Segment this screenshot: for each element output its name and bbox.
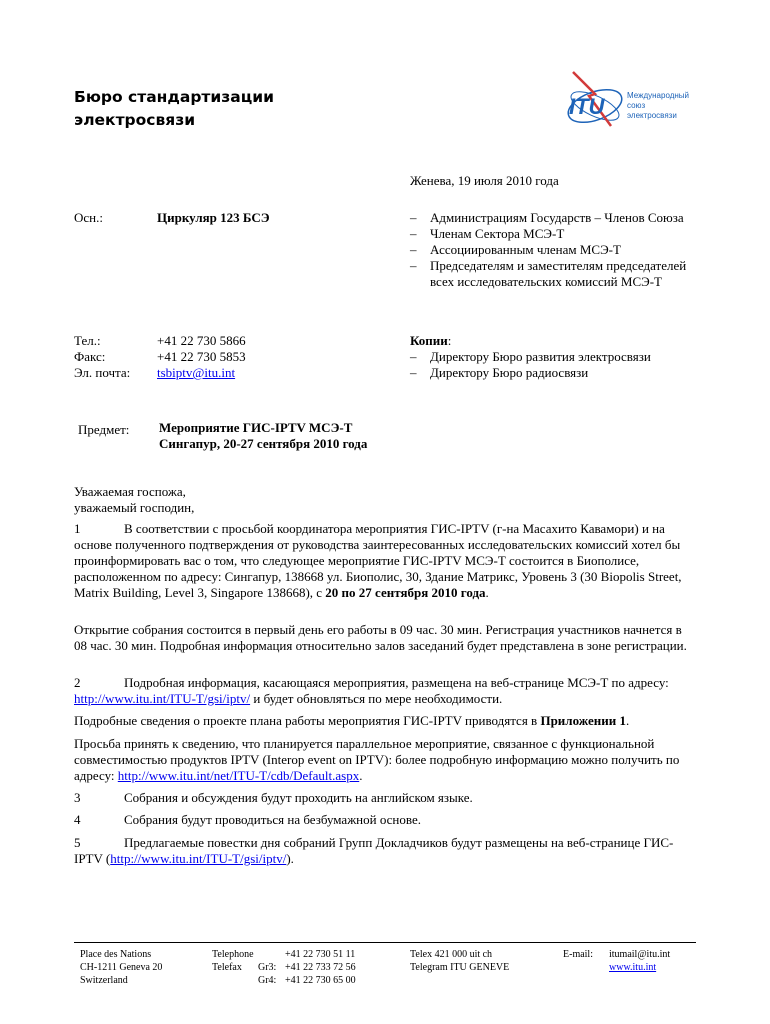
- fax-gr3-label: Gr3:: [258, 962, 277, 973]
- paragraph-1: [74, 521, 694, 601]
- paragraph-number: 3: [74, 790, 81, 805]
- annex-reference: Приложении 1: [540, 713, 627, 728]
- contact-block: [74, 333, 130, 381]
- footer-web-link[interactable]: www.itu.int: [609, 962, 657, 973]
- fax-gr4-value: +41 22 730 65 00: [285, 975, 356, 986]
- letter-date: Женева, 19 июля 2010 года: [410, 173, 559, 188]
- paragraph-3: [74, 790, 694, 806]
- recipient-item: – Председателям и заместителям председателей всех исследовательских комиссий МСЭ-Т: [410, 258, 690, 290]
- footer-divider: [74, 942, 696, 943]
- address-line: Switzerland: [80, 975, 128, 986]
- paragraph-1b: [74, 622, 694, 654]
- footer-email-value[interactable]: itumail@itu.int: [609, 949, 671, 960]
- logo-text: ITU: [569, 94, 605, 119]
- fax-value: +41 22 730 5853: [157, 349, 246, 364]
- copies-list: [410, 349, 700, 381]
- telephone-label: Telephone: [212, 949, 254, 960]
- recipients-list: [410, 210, 690, 290]
- paragraph-2c-text: Просьба принять к сведению, что планируется параллельное мероприятие, связанное с функциональной совместимостью продуктов IPTV (Interop event on IPTV): более подробную информацию можно получить по адресу:: [74, 736, 680, 783]
- phone-label: Тел.:: [74, 333, 101, 348]
- fax-gr4-label: Gr4:: [258, 975, 277, 986]
- interop-link[interactable]: http://www.itu.int/net/ITU-T/cdb/Default.aspx: [117, 768, 360, 783]
- paragraph-number: 2: [74, 675, 81, 690]
- paragraph-1-text: В соответствии с просьбой координатора мероприятия ГИС-IPTV (г-на Масахито Кавамори) и на основе полученного подтверждения от руководства заинтересованных исследовательских комиссий хотел бы проинформировать вас о том, что следующее мероприятие ГИС-IPTV МСЭ-Т состоится в Биополисе, расположенном по адресу: Сингапур, 138668 ул. Биополис, 30, Здание Матрикс, Уровень 3 (30 Biopolis Street, Matrix Building, Level 3, Singapore 138668), с: [74, 521, 682, 600]
- paragraph-4-text: Собрания будут проводиться на безбумажной основе.: [124, 812, 421, 827]
- paragraph-2c: [74, 736, 694, 784]
- subject-line1: Мероприятие ГИС-IPTV МСЭ-Т: [159, 420, 353, 435]
- copy-item: – Директору Бюро радиосвязи: [410, 365, 700, 381]
- address-line: Place des Nations: [80, 949, 152, 960]
- telex-line: Telex 421 000 uit ch: [410, 949, 493, 960]
- copy-item: – Директору Бюро развития электросвязи: [410, 349, 700, 365]
- itu-logo: [565, 66, 705, 146]
- paragraph-3-text: Собрания и обсуждения будут проходить на английском языке.: [124, 790, 473, 805]
- subject-label: Предмет:: [78, 422, 130, 437]
- paragraph-2-text: Подробная информация, касающаяся мероприятия, размещена на веб-странице МСЭ-Т по адресу:: [124, 675, 669, 690]
- paragraph-2b: [74, 713, 694, 729]
- paragraph-5-text: Предлагаемые повестки дня собраний Групп Докладчиков будут размещены на веб-странице ГИС-IPTV (: [74, 835, 674, 866]
- copies-label: Копии: [410, 333, 448, 348]
- logo-caption-3: электросвязи: [627, 111, 677, 120]
- footer-contacts: [563, 948, 693, 974]
- logo-caption-1: Международный: [627, 91, 690, 100]
- paragraph-1-dates: 20 по 27 сентября 2010 года: [325, 585, 486, 600]
- fax-gr3-value: +41 22 733 72 56: [285, 962, 356, 973]
- event-webpage-link[interactable]: http://www.itu.int/ITU-T/gsi/iptv/: [74, 691, 251, 706]
- subject-line2: Сингапур, 20-27 сентября 2010 года: [159, 436, 368, 451]
- organization-line2: электросвязи: [74, 111, 196, 129]
- subject-text: [159, 420, 367, 452]
- telegram-line: Telegram ITU GENEVE: [410, 962, 510, 973]
- contact-values: [157, 333, 246, 381]
- paragraph-5: [74, 835, 694, 867]
- paragraph-number: 5: [74, 835, 81, 850]
- paragraph-1-end: .: [485, 585, 489, 600]
- paragraph-2c-end: .: [359, 768, 363, 783]
- footer-email-label: E-mail:: [563, 949, 593, 960]
- paragraph-2b-text: Подробные сведения о проекте плана работы мероприятия ГИС-IPTV приводятся в: [74, 713, 541, 728]
- organization-title: [74, 86, 274, 132]
- paragraph-1b-text: Открытие собрания состоится в первый день его работы в 09 час. 30 мин. Регистрация участников начнется в 08 час. 30 мин. Подробная информация относительно залов заседаний будет представлена в зоне регистрации.: [74, 622, 687, 653]
- logo-caption-2: союз: [627, 101, 646, 110]
- telephone-value: +41 22 730 51 11: [285, 949, 356, 960]
- paragraph-2-end: и будет обновляться по мере необходимости.: [250, 691, 503, 706]
- fax-label: Факс:: [74, 349, 106, 364]
- paragraph-5-end: ).: [286, 851, 294, 866]
- recipient-item: – Ассоциированным членам МСЭ-Т: [410, 242, 690, 258]
- reference-value: Циркуляр 123 БСЭ: [157, 210, 270, 225]
- telefax-label: Telefax: [212, 962, 242, 973]
- organization-line1: Бюро стандартизации: [74, 88, 274, 106]
- copies-block: Копии: – Директору Бюро развития электросвязи – Директору Бюро радиосвязи: [410, 333, 700, 381]
- paragraph-2b-end: .: [626, 713, 630, 728]
- footer-phones: [212, 948, 392, 987]
- recipient-item: – Членам Сектора МСЭ-Т: [410, 226, 690, 242]
- paragraph-4: [74, 812, 694, 828]
- recipient-item: – Администрациям Государств – Членов Союза: [410, 210, 690, 226]
- reference-label: Осн.:: [74, 210, 103, 225]
- salutation-line2: уважаемый господин,: [74, 500, 195, 515]
- email-label: Эл. почта:: [74, 365, 131, 380]
- footer-address: [80, 948, 162, 987]
- salutation-line1: Уважаемая госпожа,: [74, 484, 186, 499]
- paragraph-number: 4: [74, 812, 81, 827]
- agenda-webpage-link[interactable]: http://www.itu.int/ITU-T/gsi/iptv/: [110, 851, 287, 866]
- itu-emblem-icon: [565, 66, 705, 146]
- email-link[interactable]: tsbiptv@itu.int: [157, 365, 236, 380]
- address-line: CH-1211 Geneva 20: [80, 962, 163, 973]
- paragraph-number: 1: [74, 521, 81, 536]
- footer-telex: [410, 948, 509, 974]
- phone-value: +41 22 730 5866: [157, 333, 246, 348]
- paragraph-2: [74, 675, 694, 707]
- salutation: [74, 484, 194, 516]
